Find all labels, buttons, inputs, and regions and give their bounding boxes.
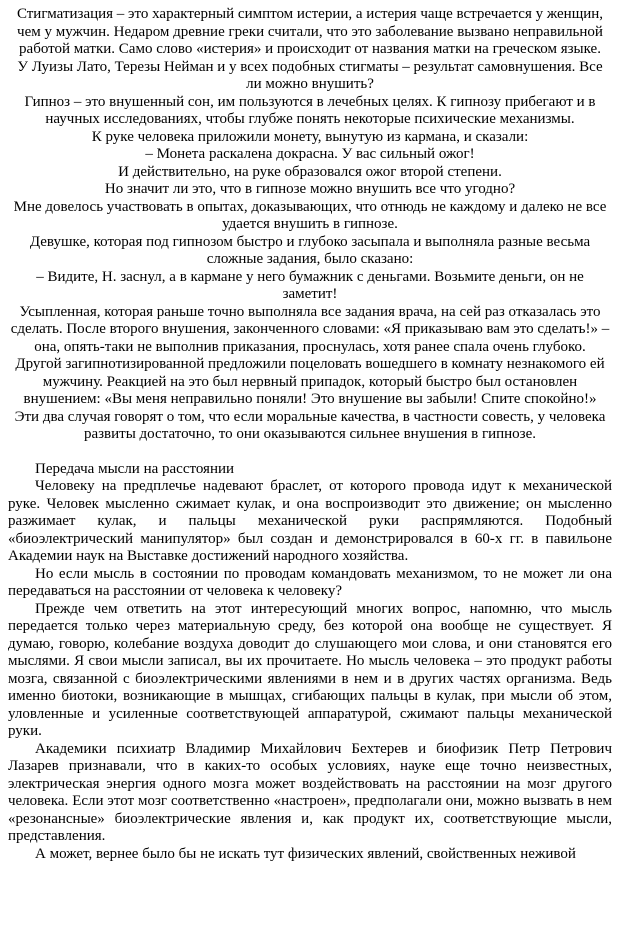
document-content bbox=[8, 6, 612, 863]
paragraph: К руке человека приложили монету, вынутую из кармана, и сказали: bbox=[91, 128, 529, 145]
section-thought-transmission bbox=[8, 461, 612, 864]
paragraph: Человеку на предплечье надевают браслет, от которого провода идут к механической руке. Человек мысленно сжимает кулак, и она воспроизводит это движение; он мысленно разжимает кулак, и пальцы механической руки распрямляются. Подобный «биоэлектрический манипулятор» был создан и демонстрировался в 60-х гг. в павильоне Академии наук на Выставке достижений народного хозяйства. bbox=[8, 478, 612, 564]
paragraph: Но значит ли это, что в гипнозе можно внушить все что угодно? bbox=[104, 181, 516, 197]
paragraph: Девушке, которая под гипнозом быстро и глубоко засыпала и выполняла разные весьма сложные задания, было сказано: bbox=[29, 233, 591, 267]
paragraph: У Луизы Лато, Терезы Нейман и у всех подобных стигматы – результат самовнушения. Все ли можно внушить? bbox=[17, 58, 603, 92]
paragraph: Академики психиатр Владимир Михайлович Бехтерев и биофизик Петр Петрович Лазарев признавали, что в каких-то особых условиях, науке еще точно неизвестных, электрическая энергия одного мозга может воздействовать на расстоянии на мозг другого человека. Если этот мозг соответственно «настроен», предполагали они, можно вызвать в нем «резонансные» биоэлектрические явления и, как продукт их, соответствующие мысли, представления. bbox=[8, 740, 612, 844]
section-heading: Передача мысли на расстоянии bbox=[35, 460, 235, 477]
paragraph: Мне довелось участвовать в опытах, доказывающих, что отнюдь не каждому и далеко не все удается внушить в гипнозе. bbox=[13, 198, 607, 232]
paragraph: Стигматизация – это характерный симптом истерии, а истерия чаще встречается у женщин, чем у мужчин. Недаром древние греки считали, что это заболевание вызвано неправильной работой матки. Само слово «истерия» и происходит от названия матки на греческом языке. bbox=[16, 6, 604, 57]
paragraph: – Видите, Н. заснул, а в кармане у него бумажник с деньгами. Возьмите деньги, он не заметит! bbox=[36, 268, 584, 302]
paragraph: Эти два случая говорят о том, что если моральные качества, в частности совесть, у человека развиты достаточно, то они оказываются сильнее внушения в гипнозе. bbox=[14, 408, 606, 442]
paragraph: – Монета раскалена докрасна. У вас сильный ожог! bbox=[145, 146, 475, 162]
paragraph: Но если мысль в состоянии по проводам командовать механизмом, то не может ли она передаваться на расстоянии от человека к человеку? bbox=[8, 565, 612, 599]
paragraph: Усыпленная, которая раньше точно выполняла все задания врача, на сей раз отказалась это сделать. После второго внушения, законченного словами: «Я приказываю вам это сделать!» – она, опять-таки не выполнив приказания, проснулась, хотя ранее спала очень глубоко. bbox=[10, 303, 610, 355]
section-stigmatization bbox=[8, 6, 612, 444]
paragraph: Другой загипнотизированной предложили поцеловать вошедшего в комнату незнакомого ей мужчину. Реакцией на это был нервный припадок, который быстро был остановлен внушением: «Вы меня неправильно поняли! Это внушение вы забыли! Спите спокойно!» bbox=[15, 356, 605, 407]
paragraph: А может, вернее было бы не искать тут физических явлений, свойственных неживой bbox=[35, 845, 576, 862]
paragraph: Прежде чем ответить на этот интересующий многих вопрос, напомню, что мысль передается только через материальную среду, без которой она вообще не существует. Я думаю, говорю, колебание воздуха доводит до слушающего мои слова, и они становятся его мыслями. Я свои мысли записал, вы их прочитаете. Но мысль человека – это продукт работы мозга, связанной с биоэлектрическими явлениями в нем и в других частях организма. Ведь именно биотоки, возникающие в мышцах, сгибающих пальцы в кулак, при мысли об этом, уловленные и усиленные соответствующей аппаратурой, сжимают пальцы механической руки. bbox=[8, 600, 612, 739]
paragraph: Гипноз – это внушенный сон, им пользуются в лечебных целях. К гипнозу прибегают и в научных исследованиях, чтобы глубже понять некоторые психические механизмы. bbox=[24, 93, 596, 127]
paragraph: И действительно, на руке образовался ожог второй степени. bbox=[118, 163, 502, 180]
